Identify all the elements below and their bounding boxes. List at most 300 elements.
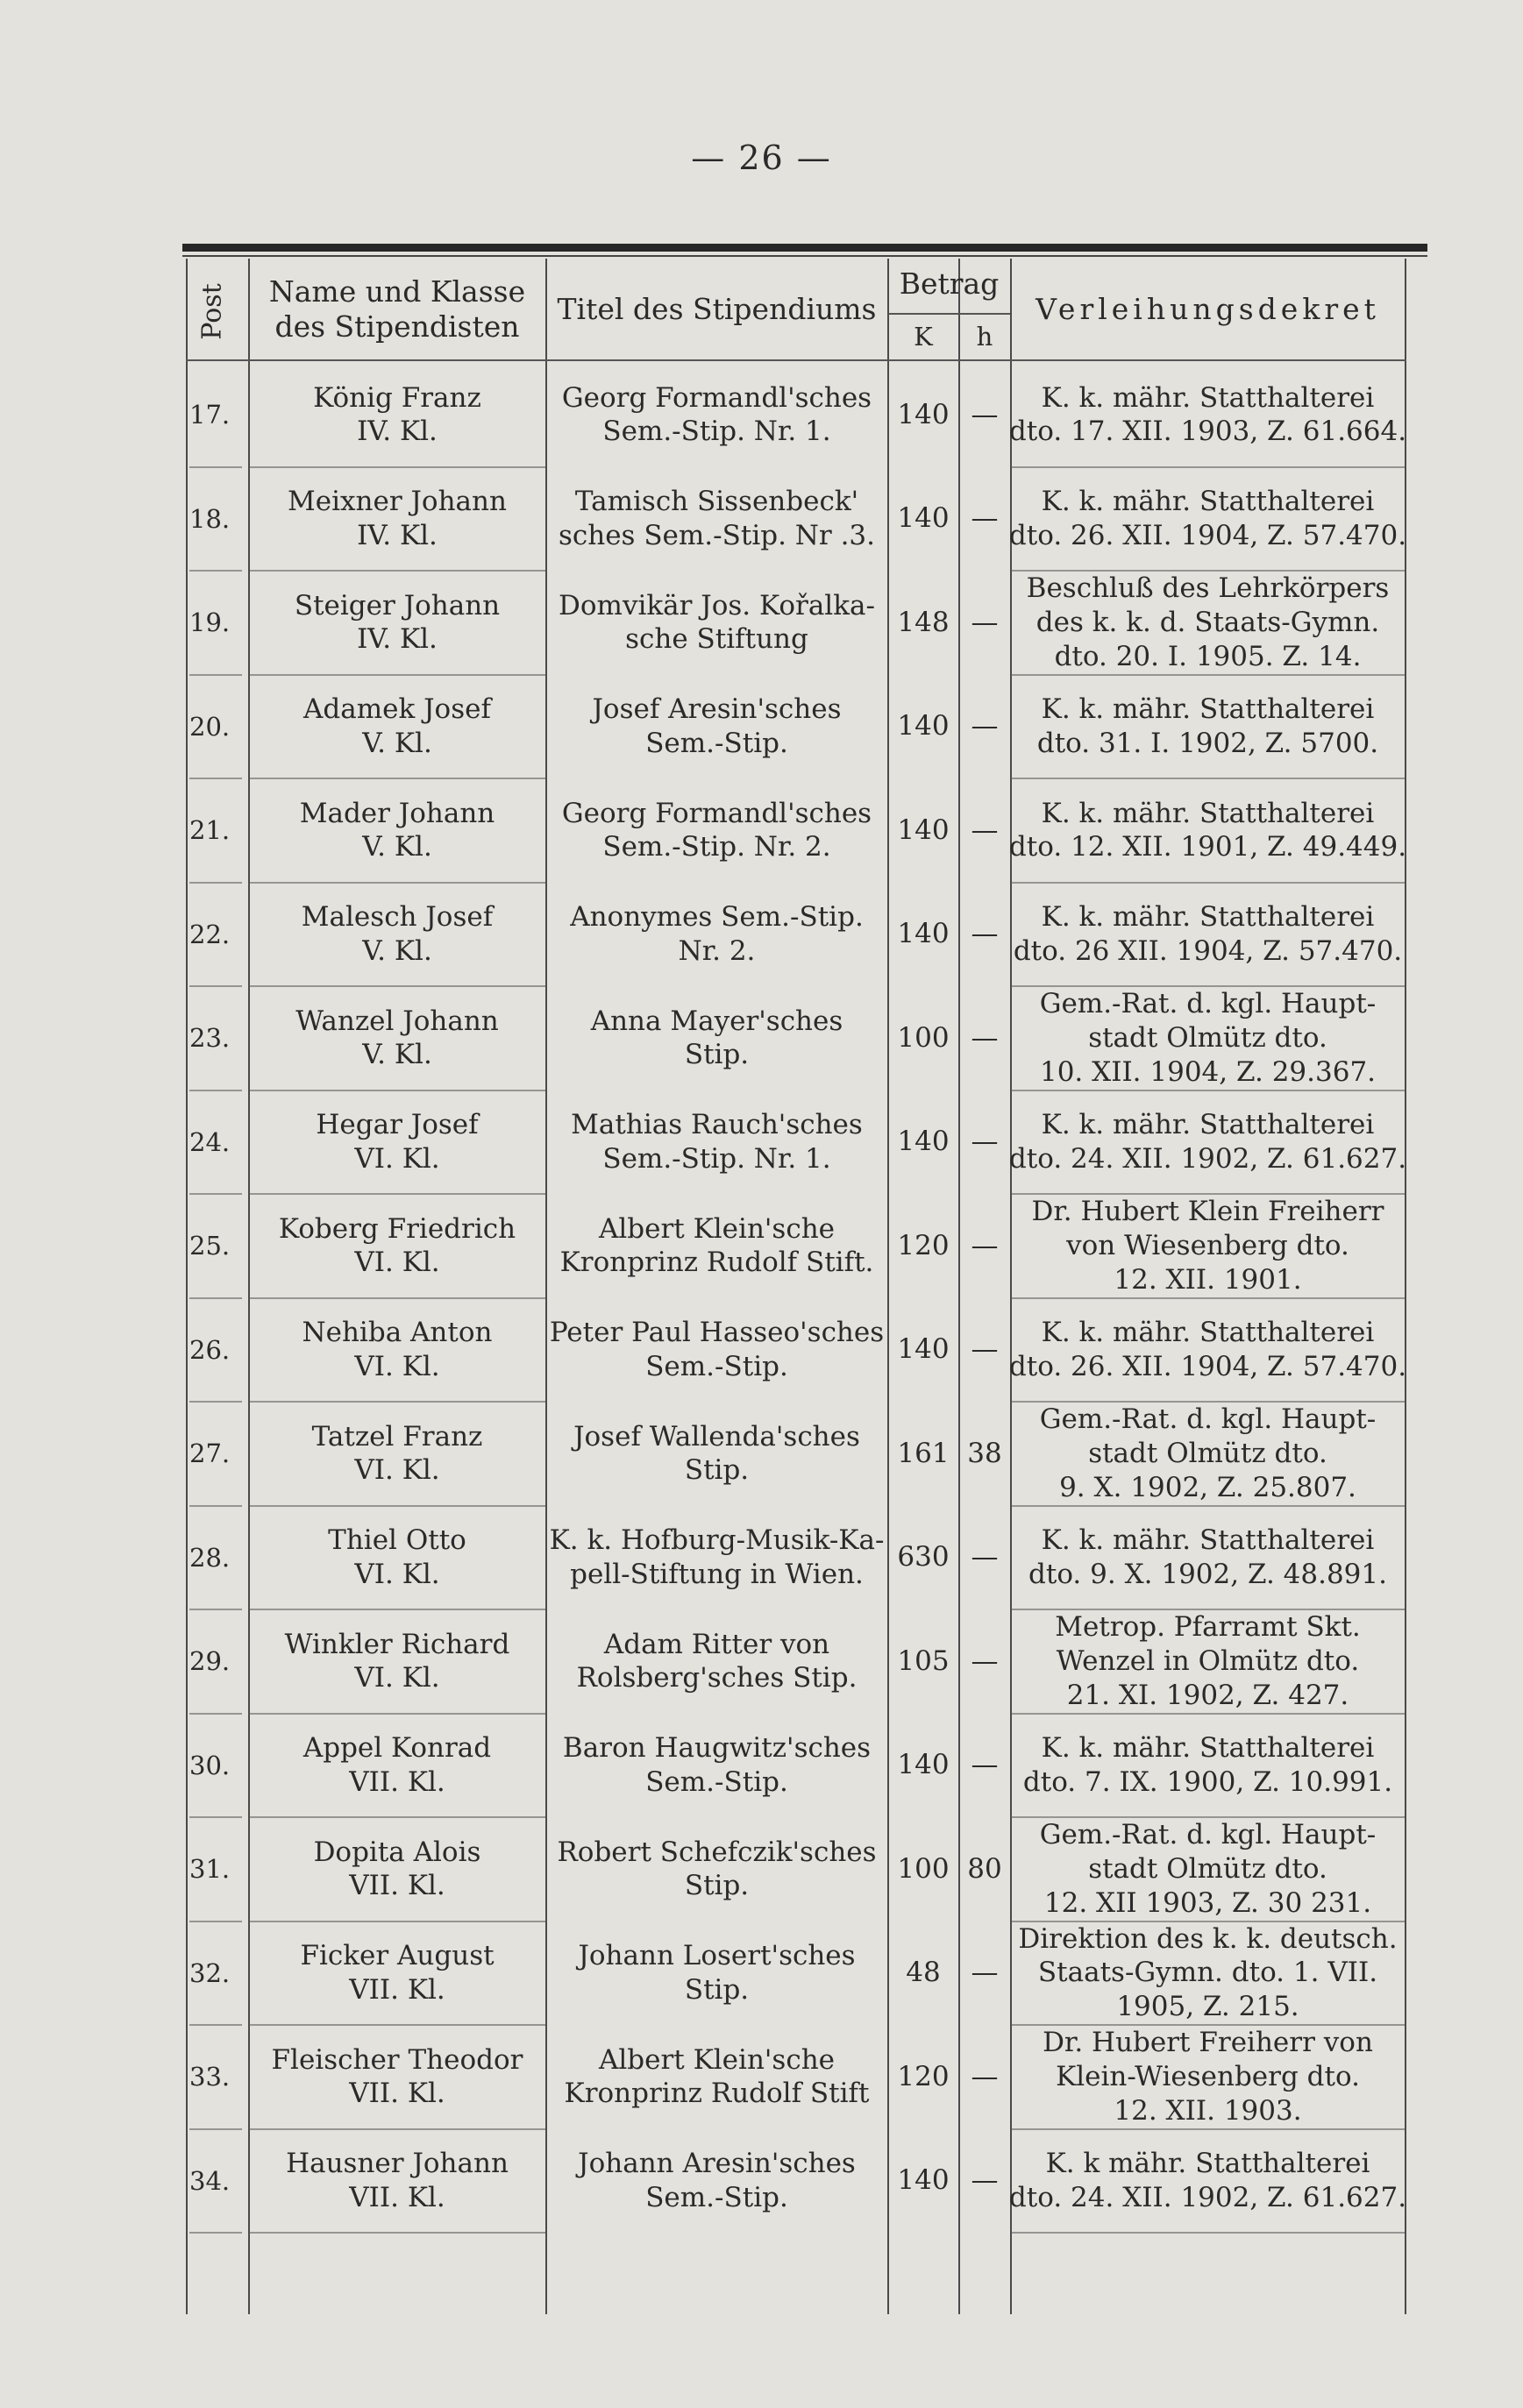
name-line: Adamek Josef	[303, 693, 491, 725]
post-value: 25.	[189, 1231, 231, 1261]
title-line: Josef Wallenda'sches	[573, 1420, 860, 1453]
cell-h	[959, 677, 1010, 778]
name-line: Hegar Josef	[316, 1109, 479, 1140]
cell-name	[249, 1819, 545, 1920]
title-line: Peter Paul Hasseo'sches	[549, 1317, 885, 1348]
dekret-line: K. k. mähr. Statthalterei	[1041, 797, 1375, 829]
post-value: 32.	[189, 1957, 231, 1988]
cell-post	[189, 469, 246, 570]
cell-k	[888, 780, 958, 881]
dekret-line: Metrop. Pfarramt Skt.	[1055, 1611, 1361, 1644]
name-line: IV. Kl.	[357, 416, 438, 448]
cell-name	[249, 988, 545, 1089]
cell-h	[959, 988, 1010, 1089]
name-line: Koberg Friedrich	[278, 1212, 516, 1245]
cell-dekret	[1011, 884, 1405, 985]
cell-h	[959, 365, 1010, 465]
dekret-line: Dr. Hubert Freiherr von	[1043, 2027, 1373, 2059]
title-line: Anna Mayer'sches	[590, 1005, 843, 1037]
post-value: 21.	[189, 815, 231, 846]
cell-k	[888, 677, 958, 778]
row-separator	[189, 1816, 242, 1818]
cell-name	[249, 1611, 545, 1712]
cell-title	[546, 1092, 887, 1193]
cell-post	[189, 884, 246, 985]
row-separator	[189, 674, 242, 676]
k-value: 630	[897, 1541, 950, 1573]
cell-name	[249, 884, 545, 985]
name-line: VI. Kl.	[354, 1662, 440, 1694]
cell-k	[888, 2027, 958, 2127]
title-line: Kronprinz Rudolf Stift.	[559, 1247, 874, 1279]
h-value: —	[971, 1957, 999, 1989]
row-separator	[249, 2232, 545, 2234]
cell-h	[959, 1819, 1010, 1920]
cell-h	[959, 2131, 1010, 2232]
cell-post	[189, 780, 246, 881]
post-value: 22.	[189, 919, 231, 949]
title-line: Sem.-Stip. Nr. 1.	[602, 1142, 831, 1175]
k-value: 140	[897, 1126, 950, 1158]
cell-post	[189, 988, 246, 1089]
name-line: VII. Kl.	[349, 1973, 445, 2006]
k-value: 148	[897, 606, 950, 638]
name-line: Appel Konrad	[302, 1732, 492, 1764]
post-value: 29.	[189, 1646, 231, 1677]
cell-post	[189, 1611, 246, 1712]
cell-post	[189, 1715, 246, 1816]
row-separator	[189, 2232, 242, 2234]
cell-dekret	[1008, 469, 1407, 570]
name-line: V. Kl.	[362, 934, 432, 967]
cell-post	[189, 1092, 246, 1193]
cell-dekret	[1011, 2027, 1405, 2127]
name-line: VII. Kl.	[349, 2181, 445, 2213]
dekret-line: K. k. mähr. Statthalterei	[1041, 1317, 1375, 1348]
row-separator	[189, 1401, 242, 1403]
cell-k	[888, 1923, 958, 2024]
row-separator	[189, 2128, 242, 2130]
cell-title	[546, 1508, 887, 1609]
name-line: Nehiba Anton	[302, 1317, 493, 1348]
h-value: —	[971, 710, 999, 742]
row-separator	[249, 570, 545, 572]
dekret-line: K. k. mähr. Statthalterei	[1041, 1109, 1375, 1140]
k-value: 140	[897, 2164, 950, 2197]
row-separator	[249, 1401, 545, 1403]
title-line: sches Sem.-Stip. Nr .3.	[558, 519, 876, 551]
title-line: Sem.-Stip.	[645, 1350, 788, 1382]
name-line: IV. Kl.	[357, 623, 438, 656]
row-separator	[189, 1921, 242, 1922]
cell-post	[189, 365, 246, 465]
row-separator	[1011, 466, 1405, 468]
cell-dekret	[1008, 2131, 1407, 2232]
header-post-label: Post	[196, 282, 228, 340]
dekret-line: dto. 31. I. 1902, Z. 5700.	[1036, 727, 1379, 759]
row-separator	[249, 1921, 545, 1922]
dekret-line: von Wiesenberg dto.	[1066, 1229, 1349, 1261]
k-value: 120	[897, 2060, 950, 2092]
row-separator	[249, 1193, 545, 1195]
h-value: —	[971, 918, 999, 950]
cell-name	[249, 1508, 545, 1609]
row-separator	[1011, 882, 1405, 884]
cell-dekret	[1011, 677, 1405, 778]
dekret-line: stadt Olmütz dto.	[1088, 1021, 1327, 1054]
title-line: pell-Stiftung in Wien.	[570, 1558, 864, 1590]
title-line: Baron Haugwitz'sches	[562, 1732, 872, 1764]
dekret-line: dto. 7. IX. 1900, Z. 10.991.	[1022, 1765, 1393, 1798]
post-value: 34.	[189, 2165, 231, 2196]
dekret-line: 21. XI. 1902, Z. 427.	[1066, 1679, 1349, 1711]
title-line: Tamisch Sissenbeck'	[574, 486, 859, 517]
cell-dekret	[1011, 1403, 1405, 1504]
cell-h	[959, 1092, 1010, 1193]
cell-h	[959, 1196, 1010, 1296]
title-line: Stip.	[684, 1039, 750, 1071]
k-value: 140	[897, 710, 950, 742]
header-bottom-rule	[186, 359, 1406, 361]
top-rule-thin	[182, 255, 1427, 257]
dekret-line: 12. XII. 1901.	[1114, 1263, 1302, 1296]
header-name	[249, 263, 545, 355]
k-value: 48	[906, 1957, 941, 1989]
name-line: VI. Kl.	[354, 1350, 440, 1382]
title-line: Nr. 2.	[678, 934, 756, 967]
cell-k	[888, 1819, 958, 1920]
title-line: Johann Losert'sches	[578, 1940, 856, 1971]
dekret-line: Staats-Gymn. dto. 1. VII.	[1037, 1957, 1378, 1989]
column-line	[186, 259, 188, 2314]
row-separator	[249, 1713, 545, 1715]
row-separator	[189, 1609, 242, 1610]
name-line: V. Kl.	[362, 1039, 432, 1071]
title-line: sche Stiftung	[625, 623, 808, 656]
header-name-line1: Name und Klasse	[268, 273, 526, 309]
name-line: Hausner Johann	[286, 2148, 509, 2179]
column-line	[1405, 259, 1406, 2314]
cell-dekret	[1011, 572, 1405, 673]
cell-name	[249, 1300, 545, 1401]
cell-title	[546, 572, 887, 673]
h-value: —	[971, 1541, 999, 1573]
cell-dekret	[1011, 1819, 1405, 1920]
dekret-line: 12. XII 1903, Z. 30 231.	[1043, 1886, 1372, 1919]
cell-dekret	[1011, 1923, 1405, 2024]
cell-dekret	[1011, 1611, 1405, 1712]
dekret-line: dto. 17. XII. 1903, Z. 61.664.	[1008, 416, 1407, 448]
cell-title	[546, 780, 887, 881]
name-line: Ficker August	[300, 1940, 495, 1971]
header-title	[546, 263, 887, 355]
h-value: —	[971, 2060, 999, 2092]
cell-title	[546, 365, 887, 465]
title-line: Johann Aresin'sches	[578, 2148, 856, 2179]
dekret-line: K. k. mähr. Statthalterei	[1041, 1732, 1375, 1764]
h-value: —	[971, 1021, 999, 1054]
row-separator	[1011, 674, 1405, 676]
title-line: Georg Formandl'sches	[561, 797, 872, 829]
cell-title	[546, 988, 887, 1089]
dekret-line: des k. k. d. Staats-Gymn.	[1035, 606, 1380, 638]
name-line: V. Kl.	[362, 727, 432, 759]
k-value: 140	[897, 398, 950, 430]
cell-name	[249, 677, 545, 778]
dekret-line: dto. 12. XII. 1901, Z. 49.449.	[1008, 831, 1407, 863]
row-separator	[189, 570, 242, 572]
post-value: 18.	[189, 503, 231, 534]
row-separator	[1011, 2232, 1405, 2234]
k-value: 140	[897, 1333, 950, 1366]
cell-name	[249, 780, 545, 881]
title-line: Stip.	[684, 1454, 750, 1487]
title-line: Sem.-Stip.	[645, 2181, 788, 2213]
name-line: VI. Kl.	[354, 1247, 440, 1279]
cell-post	[189, 677, 246, 778]
title-line: Domvikär Jos. Kořalka-	[559, 589, 875, 622]
post-value: 33.	[189, 2062, 231, 2092]
cell-post	[189, 1923, 246, 2024]
title-line: Sem.-Stip. Nr. 2.	[602, 831, 831, 863]
dekret-line: Beschluß des Lehrkörpers	[1026, 572, 1390, 605]
h-value: —	[971, 502, 999, 535]
cell-name	[249, 469, 545, 570]
dekret-line: 12. XII. 1903.	[1114, 2094, 1302, 2127]
header-k-label: K	[914, 321, 933, 352]
cell-k	[888, 1611, 958, 1712]
h-value: —	[971, 1229, 999, 1261]
header-betrag-label: Betrag	[899, 266, 1000, 302]
header-h-label: h	[976, 321, 993, 352]
row-separator	[189, 1505, 242, 1507]
k-value: 140	[897, 918, 950, 950]
cell-post	[189, 572, 246, 673]
cell-k	[888, 988, 958, 1089]
title-line: Sem.-Stip.	[645, 1765, 788, 1798]
dekret-line: K. k. mähr. Statthalterei	[1041, 901, 1375, 933]
dekret-line: dto. 26 XII. 1904, Z. 57.470.	[1013, 934, 1403, 967]
cell-k	[888, 1715, 958, 1816]
cell-h	[959, 1300, 1010, 1401]
cell-k	[888, 1092, 958, 1193]
h-value: 38	[967, 1437, 1002, 1469]
title-line: Josef Aresin'sches	[592, 693, 842, 725]
header-h	[959, 316, 1010, 358]
row-separator	[249, 2024, 545, 2026]
cell-post	[189, 2027, 246, 2127]
cell-name	[249, 572, 545, 673]
name-line: Malesch Josef	[301, 901, 494, 933]
cell-k	[888, 1508, 958, 1609]
cell-h	[959, 1715, 1010, 1816]
post-value: 20.	[189, 711, 231, 742]
name-line: VI. Kl.	[354, 1142, 440, 1175]
top-rule	[182, 244, 1427, 252]
name-line: VI. Kl.	[354, 1454, 440, 1487]
row-separator	[1011, 1297, 1405, 1299]
row-separator	[249, 1609, 545, 1610]
page-number: — 26 —	[691, 139, 832, 177]
h-value: 80	[967, 1852, 1002, 1885]
title-line: Albert Klein'sche	[598, 1212, 836, 1245]
dekret-line: dto. 20. I. 1905. Z. 14.	[1054, 640, 1362, 672]
row-separator	[249, 2128, 545, 2130]
cell-h	[959, 884, 1010, 985]
title-line: Rolsberg'sches Stip.	[576, 1662, 858, 1694]
row-separator	[189, 1193, 242, 1195]
cell-h	[959, 2027, 1010, 2127]
name-line: V. Kl.	[362, 831, 432, 863]
cell-dekret	[1008, 365, 1407, 465]
row-separator	[1011, 1713, 1405, 1715]
cell-h	[959, 1508, 1010, 1609]
cell-title	[546, 2131, 887, 2232]
cell-h	[959, 572, 1010, 673]
name-line: Meixner Johann	[288, 486, 507, 517]
h-value: —	[971, 1644, 999, 1677]
row-separator	[189, 778, 242, 779]
header-betrag	[888, 261, 1010, 307]
k-value: 140	[897, 502, 950, 535]
cell-title	[546, 1403, 887, 1504]
header-name-line2: des Stipendisten	[274, 309, 520, 344]
k-value: 140	[897, 1749, 950, 1781]
title-line: Albert Klein'sche	[598, 2043, 836, 2076]
row-separator	[249, 985, 545, 987]
header-betrag-divider	[888, 313, 1010, 315]
cell-k	[888, 2131, 958, 2232]
title-line: Stip.	[684, 1870, 750, 1902]
row-separator	[189, 1297, 242, 1299]
row-separator	[249, 882, 545, 884]
post-value: 28.	[189, 1542, 231, 1573]
cell-title	[546, 1715, 887, 1816]
post-value: 24.	[189, 1126, 231, 1157]
cell-name	[249, 1403, 545, 1504]
cell-post	[189, 2131, 246, 2232]
cell-title	[546, 677, 887, 778]
cell-post	[189, 1403, 246, 1504]
dekret-line: stadt Olmütz dto.	[1088, 1852, 1327, 1885]
cell-name	[249, 1715, 545, 1816]
title-line: Anonymes Sem.-Stip.	[570, 901, 864, 933]
cell-k	[888, 365, 958, 465]
dekret-line: 9. X. 1902, Z. 25.807.	[1059, 1471, 1356, 1503]
header-dekret-label: Verleihungsdekret	[1035, 291, 1380, 326]
cell-title	[546, 884, 887, 985]
dekret-line: Direktion des k. k. deutsch.	[1018, 1922, 1398, 1955]
dekret-line: 10. XII. 1904, Z. 29.367.	[1039, 1055, 1377, 1088]
row-separator	[249, 1816, 545, 1818]
title-line: Sem.-Stip. Nr. 1.	[602, 416, 831, 448]
cell-dekret	[1008, 780, 1407, 881]
row-separator	[249, 674, 545, 676]
title-line: Stip.	[684, 1973, 750, 2006]
name-line: Wanzel Johann	[295, 1005, 499, 1037]
post-value: 27.	[189, 1438, 231, 1469]
h-value: —	[971, 1333, 999, 1366]
cell-h	[959, 1923, 1010, 2024]
name-line: Dopita Alois	[313, 1836, 481, 1868]
cell-post	[189, 1300, 246, 1401]
header-k	[888, 316, 958, 358]
dekret-line: K. k. mähr. Statthalterei	[1041, 693, 1375, 725]
dekret-line: Gem.-Rat. d. kgl. Haupt-	[1039, 1819, 1377, 1851]
k-value: 140	[897, 813, 950, 846]
cell-h	[959, 469, 1010, 570]
dekret-line: dto. 26. XII. 1904, Z. 57.470.	[1008, 519, 1407, 551]
dekret-line: K. k. mähr. Statthalterei	[1041, 1524, 1375, 1556]
name-line: IV. Kl.	[357, 519, 438, 551]
cell-h	[959, 1611, 1010, 1712]
row-separator	[189, 466, 242, 468]
name-line: Winkler Richard	[284, 1628, 510, 1660]
name-line: König Franz	[313, 381, 481, 414]
header-dekret	[1011, 263, 1405, 355]
name-line: Steiger Johann	[294, 589, 501, 622]
cell-post	[189, 1196, 246, 1296]
name-line: VII. Kl.	[349, 1870, 445, 1902]
post-value: 23.	[189, 1023, 231, 1054]
cell-h	[959, 1403, 1010, 1504]
cell-name	[249, 1092, 545, 1193]
row-separator	[1011, 778, 1405, 779]
name-line: Mader Johann	[299, 797, 495, 829]
k-value: 100	[897, 1852, 950, 1885]
dekret-line: K. k. mähr. Statthalterei	[1041, 486, 1375, 517]
h-value: —	[971, 813, 999, 846]
cell-name	[249, 2131, 545, 2232]
dekret-line: Klein-Wiesenberg dto.	[1056, 2060, 1360, 2092]
title-line: Adam Ritter von	[603, 1628, 830, 1660]
cell-post	[189, 1508, 246, 1609]
title-line: K. k. Hofburg-Musik-Ka-	[549, 1524, 885, 1556]
cell-title	[546, 1819, 887, 1920]
dekret-line: Wenzel in Olmütz dto.	[1056, 1644, 1360, 1677]
h-value: —	[971, 606, 999, 638]
post-value: 31.	[189, 1854, 231, 1885]
row-separator	[189, 2024, 242, 2026]
post-value: 30.	[189, 1750, 231, 1780]
cell-name	[249, 2027, 545, 2127]
row-separator	[189, 985, 242, 987]
h-value: —	[971, 398, 999, 430]
dekret-line: dto. 24. XII. 1902, Z. 61.627.	[1008, 2181, 1407, 2213]
h-value: —	[971, 1749, 999, 1781]
h-value: —	[971, 1126, 999, 1158]
row-separator	[249, 1297, 545, 1299]
cell-dekret	[1008, 1092, 1407, 1193]
cell-k	[888, 1403, 958, 1504]
k-value: 161	[897, 1437, 950, 1469]
header-title-label: Titel des Stipendiums	[557, 291, 877, 326]
cell-k	[888, 469, 958, 570]
cell-title	[546, 1923, 887, 2024]
post-value: 26.	[189, 1334, 231, 1365]
dekret-line: Gem.-Rat. d. kgl. Haupt-	[1039, 988, 1377, 1020]
k-value: 100	[897, 1021, 950, 1054]
name-line: VII. Kl.	[349, 2078, 445, 2110]
title-line: Mathias Rauch'sches	[571, 1109, 863, 1140]
name-line: Tatzel Franz	[311, 1420, 483, 1453]
row-separator	[189, 882, 242, 884]
dekret-line: K. k. mähr. Statthalterei	[1041, 381, 1375, 414]
cell-dekret	[1011, 988, 1405, 1089]
k-value: 120	[897, 1229, 950, 1261]
cell-title	[546, 1611, 887, 1712]
cell-title	[546, 1300, 887, 1401]
